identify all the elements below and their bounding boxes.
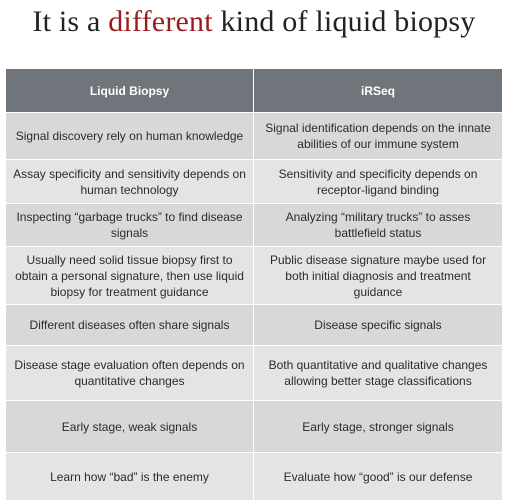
table-cell: Assay specificity and sensitivity depends on human technology [6, 160, 254, 204]
title-prefix: It is a [32, 5, 101, 38]
table-row [6, 160, 503, 204]
table-cell: Sensitivity and specificity depends on receptor-ligand binding [254, 160, 503, 204]
table-cell: Different diseases often share signals [6, 305, 254, 346]
table-row [6, 401, 503, 453]
page-title [0, 0, 508, 58]
table-header-row [6, 69, 503, 113]
comparison-table [5, 68, 503, 501]
header-irseq: iRSeq [254, 69, 503, 113]
header-liquid-biopsy: Liquid Biopsy [6, 69, 254, 113]
title-highlight: different [108, 5, 213, 38]
table-row [6, 346, 503, 401]
table-row [6, 305, 503, 346]
table-cell: Analyzing “military trucks” to asses battlefield status [254, 204, 503, 247]
table-cell: Signal discovery rely on human knowledge [6, 113, 254, 160]
table-row [6, 247, 503, 305]
table-cell: Disease specific signals [254, 305, 503, 346]
table-cell: Both quantitative and qualitative changes allowing better stage classifications [254, 346, 503, 401]
table-cell: Inspecting “garbage trucks” to find disease signals [6, 204, 254, 247]
table-cell: Evaluate how “good” is our defense [254, 453, 503, 501]
table-cell: Public disease signature maybe used for both initial diagnosis and treatment guidance [254, 247, 503, 305]
table-cell: Usually need solid tissue biopsy first to obtain a personal signature, then use liquid biopsy for treatment guidance [6, 247, 254, 305]
table-row [6, 453, 503, 501]
table-row [6, 113, 503, 160]
table-cell: Early stage, stronger signals [254, 401, 503, 453]
table-cell: Disease stage evaluation often depends on quantitative changes [6, 346, 254, 401]
table-cell: Signal identification depends on the innate abilities of our immune system [254, 113, 503, 160]
table-cell: Early stage, weak signals [6, 401, 254, 453]
table-cell: Learn how “bad” is the enemy [6, 453, 254, 501]
table-row [6, 204, 503, 247]
title-suffix: kind of liquid biopsy [220, 5, 476, 38]
